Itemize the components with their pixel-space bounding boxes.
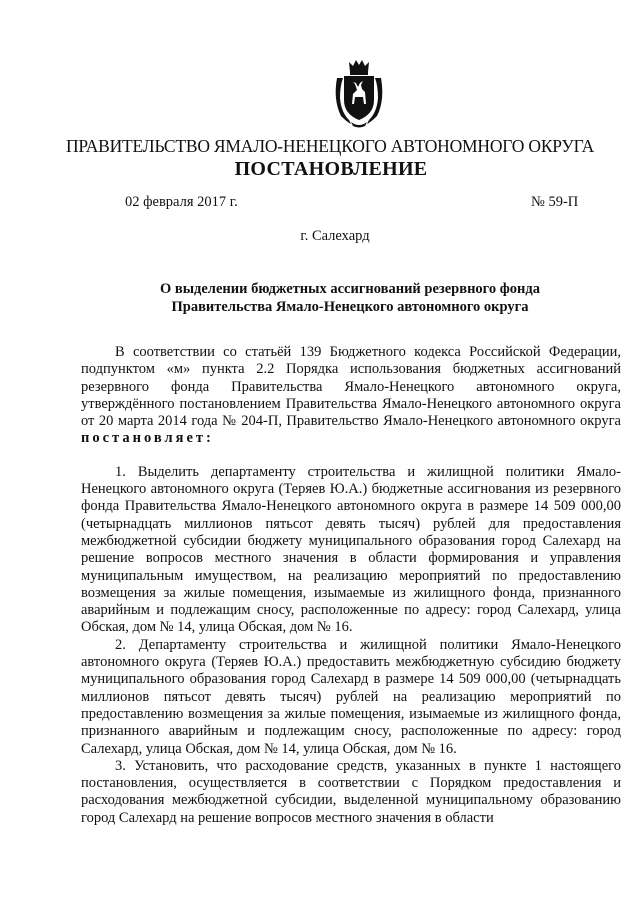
document-type: ПОСТАНОВЛЕНИЕ xyxy=(234,158,428,180)
government-name: ПРАВИТЕЛЬСТВО ЯМАЛО-НЕНЕЦКОГО АВТОНОМНОГО ОКРУГА xyxy=(65,136,595,156)
preamble-paragraph xyxy=(81,344,621,448)
document-title-line: О выделении бюджетных ассигнований резервного фонда xyxy=(159,281,540,297)
document-title xyxy=(100,280,600,316)
paragraph-2: 2. Департаменту строительства и жилищной политики Ямало-Ненецкого автономного округа (Теряев Ю.А.) предоставить межбюджетную субсидию бюджету муниципального образования город Салехард в размере 14 509 000,00 (четырнадцать миллионов пятьсот девять тысяч) рублей на реализацию мероприятий по предоставлению возмещения за жилые помещения, изымаемые из жилищного фонда, признанного аварийным и подлежащим сносу, расположенные по адресу: город Салехард, улица Обская, дом № 14, улица Обская, дом № 16. xyxy=(81,636,621,757)
coat-of-arms-icon xyxy=(331,56,387,128)
document-city: г. Салехард xyxy=(300,228,370,244)
resolves-word: постановляет: xyxy=(81,430,214,447)
document-title-line: Правительства Ямало-Ненецкого автономного округа xyxy=(171,299,529,315)
document-number: № 59-П xyxy=(531,194,579,210)
preamble-text: В соответствии со статьёй 139 Бюджетного кодекса Российской Федерации, подпунктом «м» пункта 2.2 Порядка использования бюджетных ассигнований резервного фонда Правительства Ямало-Ненецкого автономного округа, утверждённого постановлением Правительства Ямало-Ненецкого автономного округа от 20 марта 2014 года № 204-П, Правительство Ямало-Ненецкого автономного округа xyxy=(81,344,621,430)
paragraph-3: 3. Установить, что расходование средств, указанных в пункте 1 настоящего постановления, осуществляется в соответствии с Порядком предоставления и расходования межбюджетной субсидии, выделенной муниципальному образованию город Салехард на решение вопросов местного значения в области xyxy=(81,757,621,826)
document-date: 02 февраля 2017 г. xyxy=(125,194,238,210)
paragraph-1: 1. Выделить департаменту строительства и жилищной политики Ямало-Ненецкого автономного округа (Теряев Ю.А.) бюджетные ассигнования из резервного фонда Правительства Ямало-Ненецкого автономного округа в размере 14 509 000,00 (четырнадцать миллионов пятьсот девять тысяч) рублей для предоставления межбюджетной субсидии бюджету муниципального образования город Салехард на решение вопросов местного значения в области формирования и управления муниципальным имуществом, на реализацию мероприятий по предоставлению возмещения за жилые помещения, изымаемые из жилищного фонда, признанного аварийным и подлежащим сносу, расположенные по адресу: город Салехард, улица Обская, дом № 14, улица Обская, дом № 16. xyxy=(81,463,621,636)
document-body xyxy=(81,344,621,827)
